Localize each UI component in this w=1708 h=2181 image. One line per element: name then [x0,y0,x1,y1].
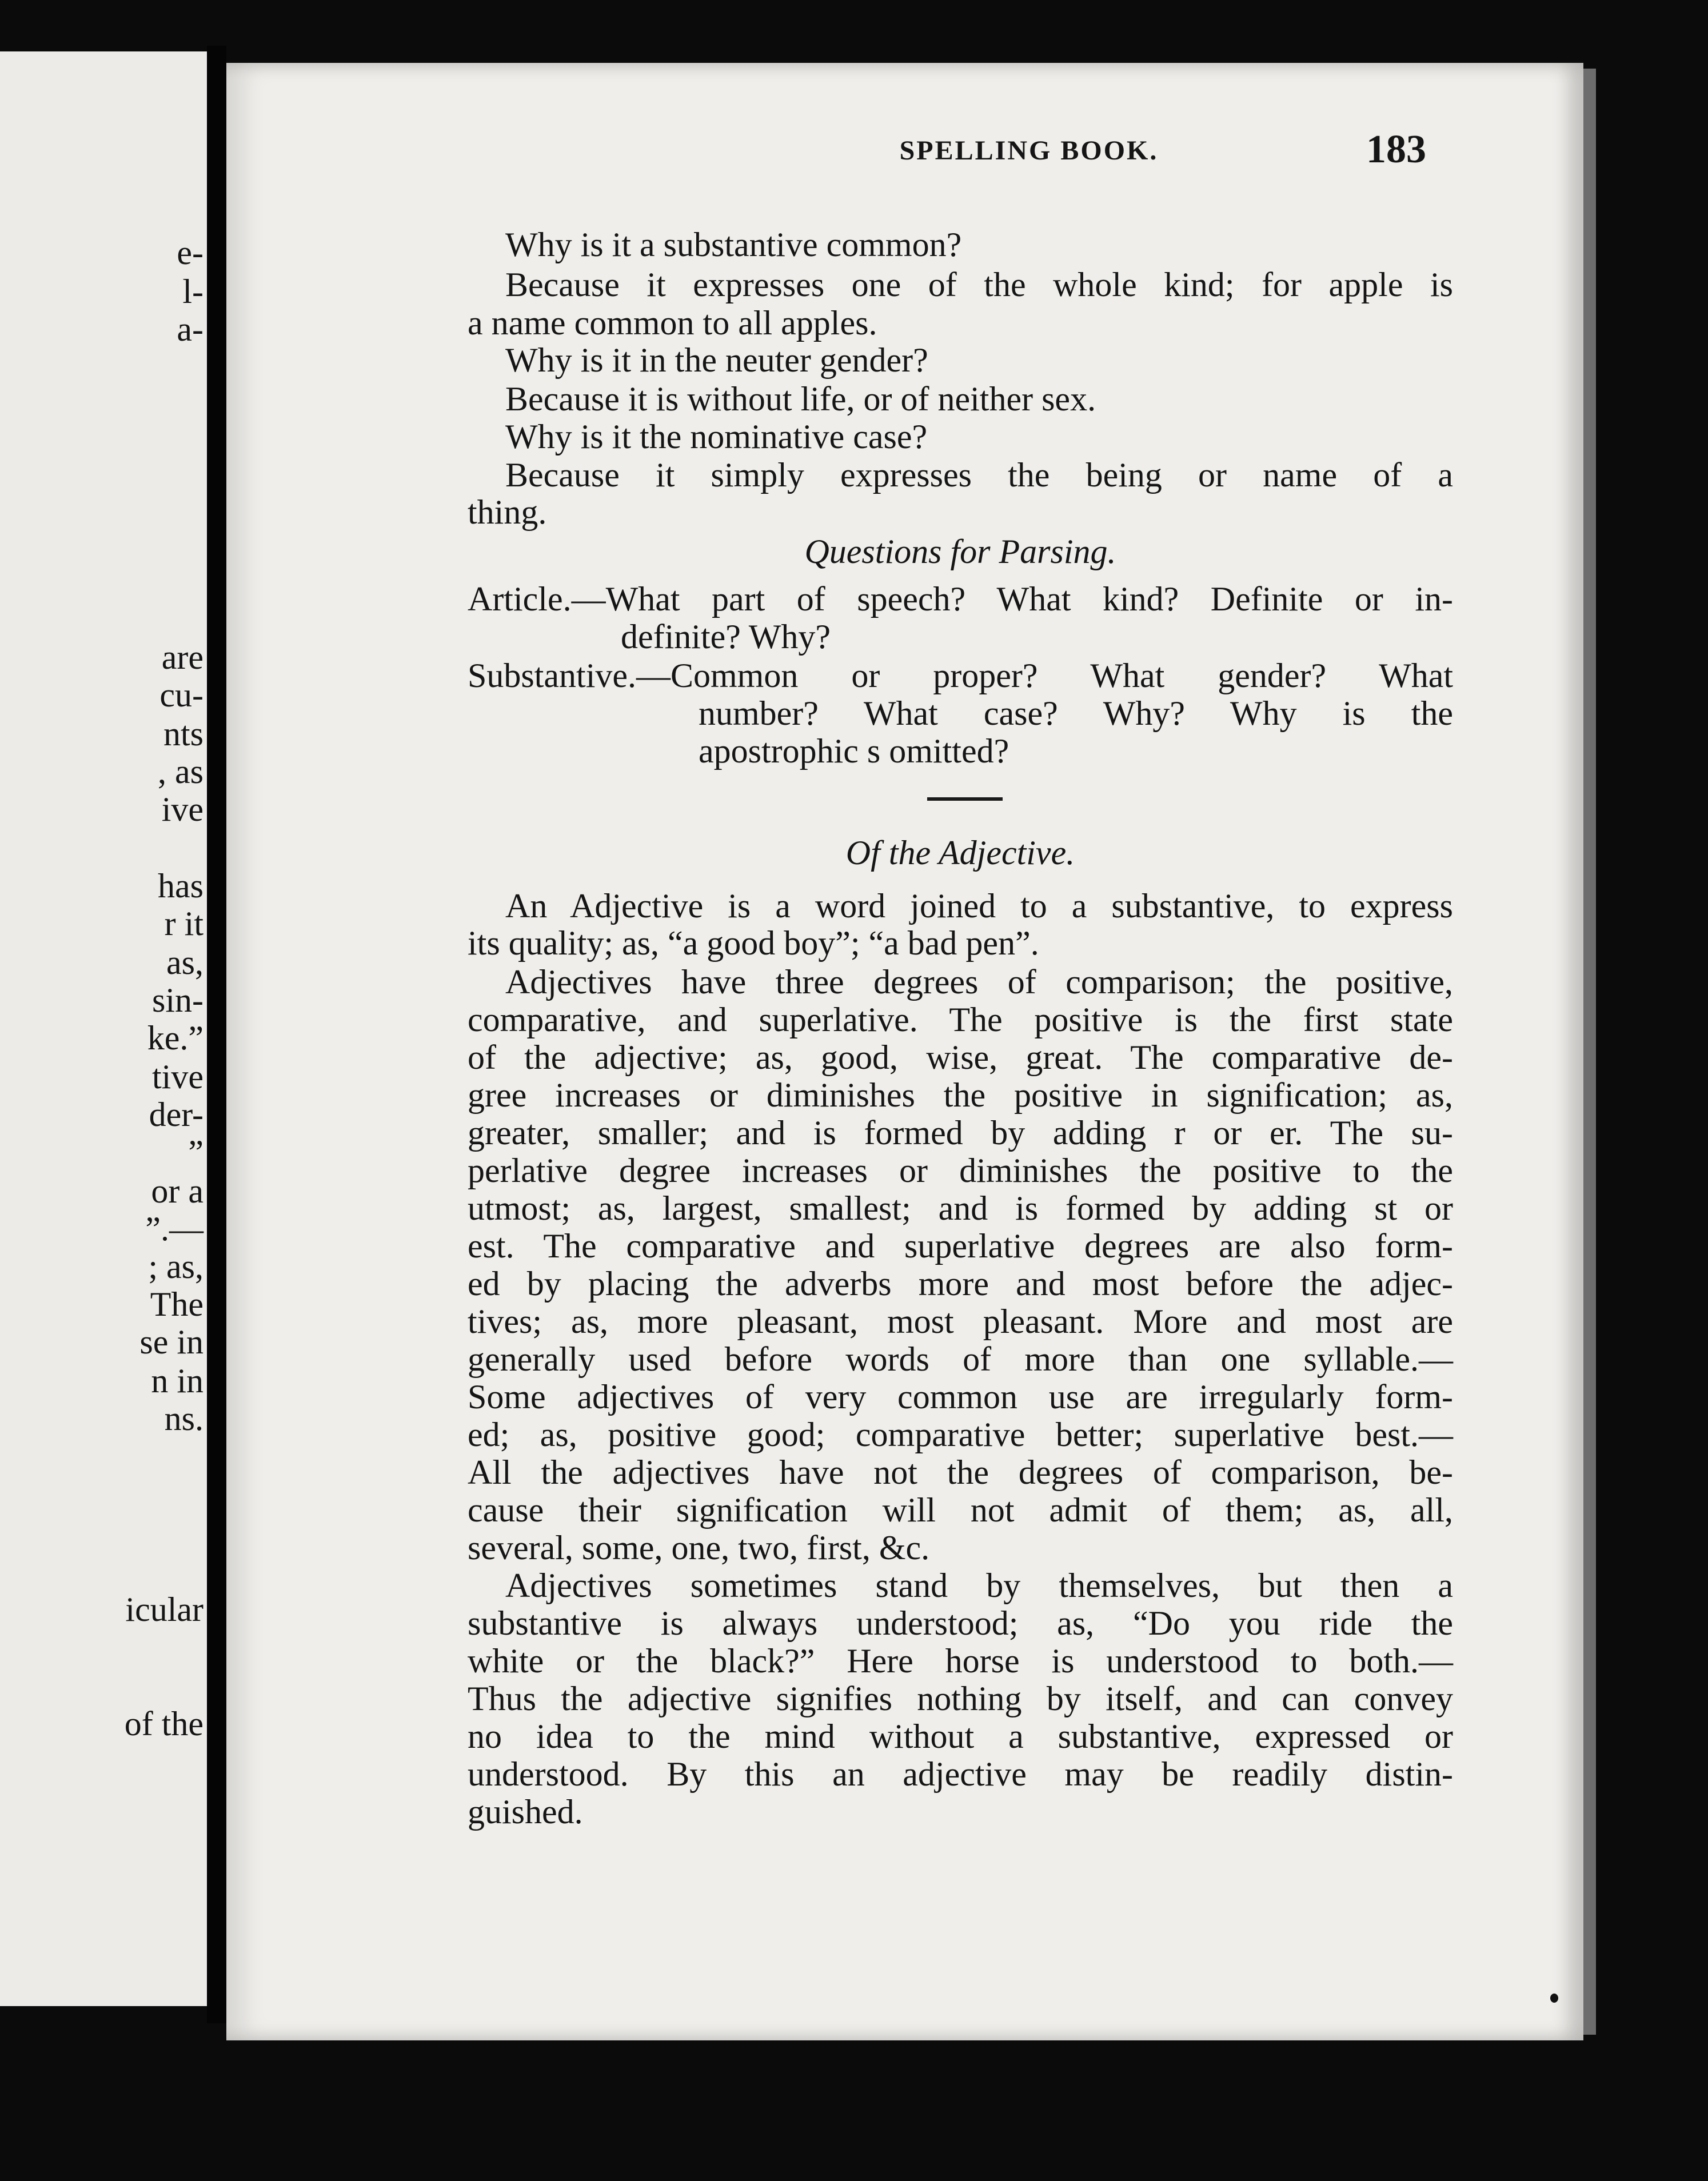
left-fragment: der- [149,1096,203,1133]
running-head: SPELLING BOOK. [899,135,1159,166]
section-heading: Of the Adjective. [845,834,1075,872]
text-line: Because it is without life, or of neither sex. [505,380,1096,418]
left-fragment: tive [152,1058,203,1096]
text-line: of the adjective; as, good, wise, great. The comparative de- [468,1038,1453,1076]
text-line: Adjectives sometimes stand by themselves, but then a [505,1567,1453,1604]
text-line: Because it simply expresses the being or name of a [505,456,1453,494]
left-fragment: ke.” [147,1019,203,1057]
left-fragment: has [158,867,203,905]
book-gutter [207,46,226,2023]
left-fragment: sin- [152,981,203,1019]
previous-page-fragment [0,51,207,2006]
left-fragment: se in [139,1323,203,1361]
left-fragment: of the [124,1705,203,1743]
left-fragment: nts [163,715,203,753]
left-fragment: or a [151,1172,203,1210]
text-line: definite? Why? [621,618,831,656]
text-line: ed by placing the adverbs more and most before the adjec- [468,1265,1453,1303]
page-edge [1583,69,1596,2035]
text-line: Substantive.—Common or proper? What gender? What [468,657,1453,694]
text-line: tives; as, more pleasant, most pleasant. More and most are [468,1303,1453,1340]
text-line: Article.—What part of speech? What kind? Definite or in- [468,580,1453,618]
text-line: Thus the adjective signifies nothing by itself, and can convey [468,1680,1453,1717]
left-fragment: l- [182,273,203,310]
text-line: perlative degree increases or diminishes the positive to the [468,1152,1453,1189]
text-line: its quality; as, “a good boy”; “a bad pen”. [468,924,1039,962]
left-fragment: , as [158,753,203,790]
left-fragment: e- [177,234,203,271]
text-line: a name common to all apples. [468,304,877,342]
text-line: thing. [468,493,547,531]
text-line: Why is it a substantive common? [505,226,962,263]
text-line: ed; as, positive good; comparative better; superlative best.— [468,1416,1453,1453]
text-line: apostrophic s omitted? [699,732,1009,770]
text-line: Why is it the nominative case? [505,418,928,456]
page-number: 183 [1366,127,1426,171]
text-line: est. The comparative and superlative degrees are also form- [468,1227,1453,1265]
text-line: Adjectives have three degrees of comparison; the positive, [505,963,1453,1001]
left-fragment: The [150,1285,203,1323]
text-line: white or the black?” Here horse is understood to both.— [468,1642,1453,1680]
left-fragment: as, [166,944,203,981]
text-line: number? What case? Why? Why is the [699,694,1453,732]
text-line: An Adjective is a word joined to a substantive, to express [505,887,1453,925]
text-line: no idea to the mind without a substantive, expressed or [468,1717,1453,1755]
left-fragment: a- [177,310,203,348]
left-fragment: n in [151,1362,203,1400]
text-line: gree increases or diminishes the positive in signification; as, [468,1076,1453,1114]
text-line: Why is it in the neuter gender? [505,341,928,379]
left-fragment: ”.— [145,1210,203,1248]
text-line: substantive is always understood; as, “Do you ride the [468,1604,1453,1642]
text-line: Because it expresses one of the whole kind; for apple is [505,266,1453,303]
left-fragment: r it [164,905,203,942]
text-line: generally used before words of more than one syllable.— [468,1340,1453,1378]
left-fragment: ; as, [148,1248,203,1285]
section-heading: Questions for Parsing. [804,533,1116,570]
text-line: cause their signification will not admit of them; as, all, [468,1491,1453,1529]
text-line: several, some, one, two, first, &c. [468,1529,930,1567]
left-fragment: icular [125,1591,203,1628]
text-line: All the adjectives have not the degrees of comparison, be- [468,1453,1453,1491]
left-fragment: ns. [164,1400,203,1437]
scan-speck [1550,1994,1558,2003]
left-fragment: cu- [159,676,203,714]
text-line: comparative, and superlative. The positive is the first state [468,1001,1453,1038]
text-line: greater, smaller; and is formed by adding r or er. The su- [468,1114,1453,1152]
left-fragment: ive [161,790,203,828]
text-line: Some adjectives of very common use are irregularly form- [468,1378,1453,1416]
text-line: guished. [468,1793,583,1831]
left-fragment: ” [188,1133,203,1171]
left-fragment: are [161,638,203,676]
text-line: understood. By this an adjective may be readily distin- [468,1755,1453,1793]
text-line: utmost; as, largest, smallest; and is formed by adding st or [468,1189,1453,1227]
section-divider [927,797,1003,801]
